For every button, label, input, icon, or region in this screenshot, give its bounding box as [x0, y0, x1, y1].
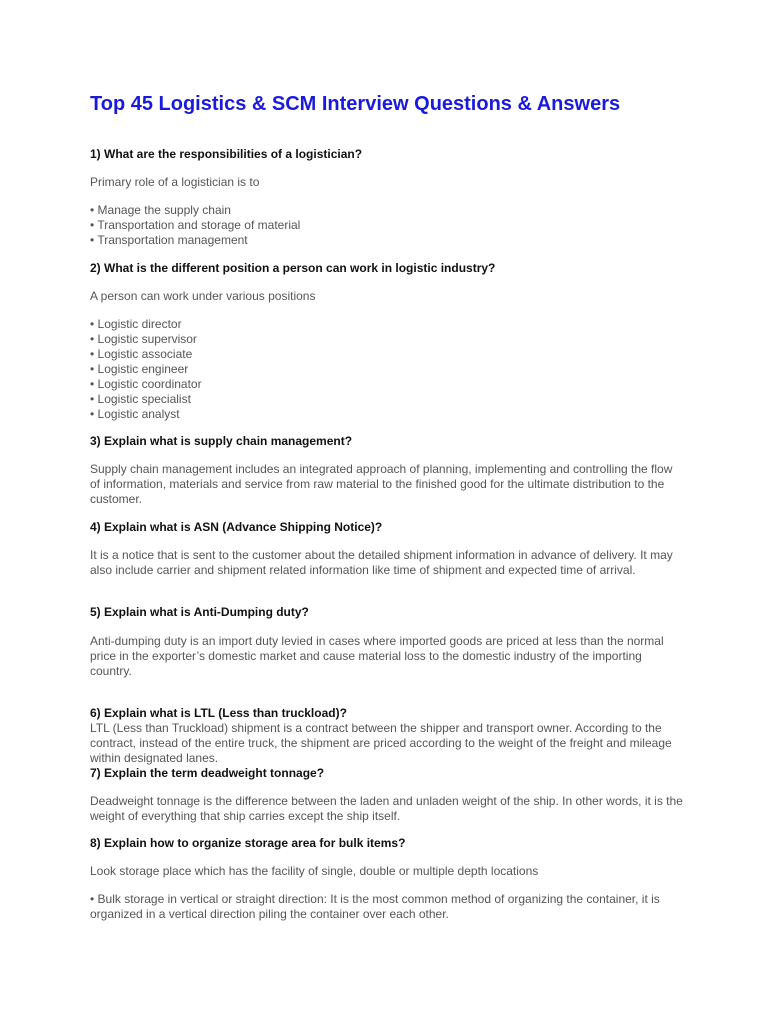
list-item-text: Manage the supply chain — [97, 203, 231, 217]
bullet-glyph: • — [90, 233, 95, 247]
question-5: 5) Explain what is Anti-Dumping duty? — [90, 605, 309, 619]
list-item-text: Logistic analyst — [97, 407, 180, 421]
list-item — [90, 347, 685, 362]
list-item — [90, 203, 685, 218]
list-item-text: Logistic associate — [97, 347, 193, 361]
list-item-text: Logistic engineer — [97, 362, 189, 376]
list-item — [90, 362, 685, 377]
bullet-glyph: • — [90, 407, 95, 421]
question-7: 7) Explain the term deadweight tonnage? — [90, 766, 325, 780]
question-1: 1) What are the responsibilities of a logistician? — [90, 147, 363, 161]
answer-6: LTL (Less than Truckload) shipment is a contract between the shipper and transport owner. According to the contract, instead of the entire truck, the shipment are priced according to the weight of the freight and mileage within designated lanes. — [90, 721, 672, 765]
list-item-text: Logistic specialist — [97, 392, 191, 406]
bullet-glyph: • — [90, 377, 95, 391]
answer-2-list — [90, 317, 685, 422]
answer-8: • Bulk storage in vertical or straight direction: It is the most common method of organizing the container, it is organized in a vertical direction piling the container over each other. — [90, 892, 660, 921]
answer-5: Anti-dumping duty is an import duty levied in cases where imported goods are priced at less than the normal price in the exporter’s domestic market and cause material loss to the domestic industry of the importing country. — [90, 634, 664, 678]
question-6: 6) Explain what is LTL (Less than truckload)? — [90, 706, 347, 720]
list-item — [90, 317, 685, 332]
list-item — [90, 407, 685, 422]
answer-8-intro: Look storage place which has the facility of single, double or multiple depth locations — [90, 864, 539, 878]
bullet-glyph: • — [90, 332, 95, 346]
bullet-glyph: • — [90, 317, 95, 331]
question-4: 4) Explain what is ASN (Advance Shipping Notice)? — [90, 520, 383, 534]
question-3: 3) Explain what is supply chain management? — [90, 434, 353, 448]
list-item — [90, 218, 685, 233]
list-item — [90, 392, 685, 407]
list-item — [90, 377, 685, 392]
bullet-glyph: • — [90, 203, 95, 217]
bullet-glyph: • — [90, 347, 95, 361]
answer-3: Supply chain management includes an integrated approach of planning, implementing and controlling the flow of information, materials and service from raw material to the finished good for the ultimate distribution to the customer. — [90, 462, 673, 506]
answer-7: Deadweight tonnage is the difference between the laden and unladen weight of the ship. In other words, it is the weight of everything that ship carries except the ship itself. — [90, 794, 683, 823]
list-item-text: Transportation management — [97, 233, 248, 247]
answer-1-intro: Primary role of a logistician is to — [90, 175, 260, 189]
list-item-text: Logistic director — [97, 317, 182, 331]
question-8: 8) Explain how to organize storage area for bulk items? — [90, 836, 406, 850]
list-item-text: Transportation and storage of material — [97, 218, 301, 232]
answer-2-intro: A person can work under various positions — [90, 289, 316, 303]
bullet-glyph: • — [90, 218, 95, 232]
list-item — [90, 332, 685, 347]
list-item — [90, 233, 685, 248]
question-2: 2) What is the different position a person can work in logistic industry? — [90, 261, 496, 275]
answer-4: It is a notice that is sent to the customer about the detailed shipment information in advance of delivery. It may also include carrier and shipment related information like time of shipment and expected time of arrival. — [90, 548, 673, 577]
bullet-glyph: • — [90, 392, 95, 406]
list-item-text: Logistic coordinator — [97, 377, 202, 391]
list-item-text: Logistic supervisor — [97, 332, 197, 346]
answer-1-list — [90, 203, 685, 248]
document-title: Top 45 Logistics & SCM Interview Questions & Answers — [90, 93, 621, 115]
bullet-glyph: • — [90, 362, 95, 376]
